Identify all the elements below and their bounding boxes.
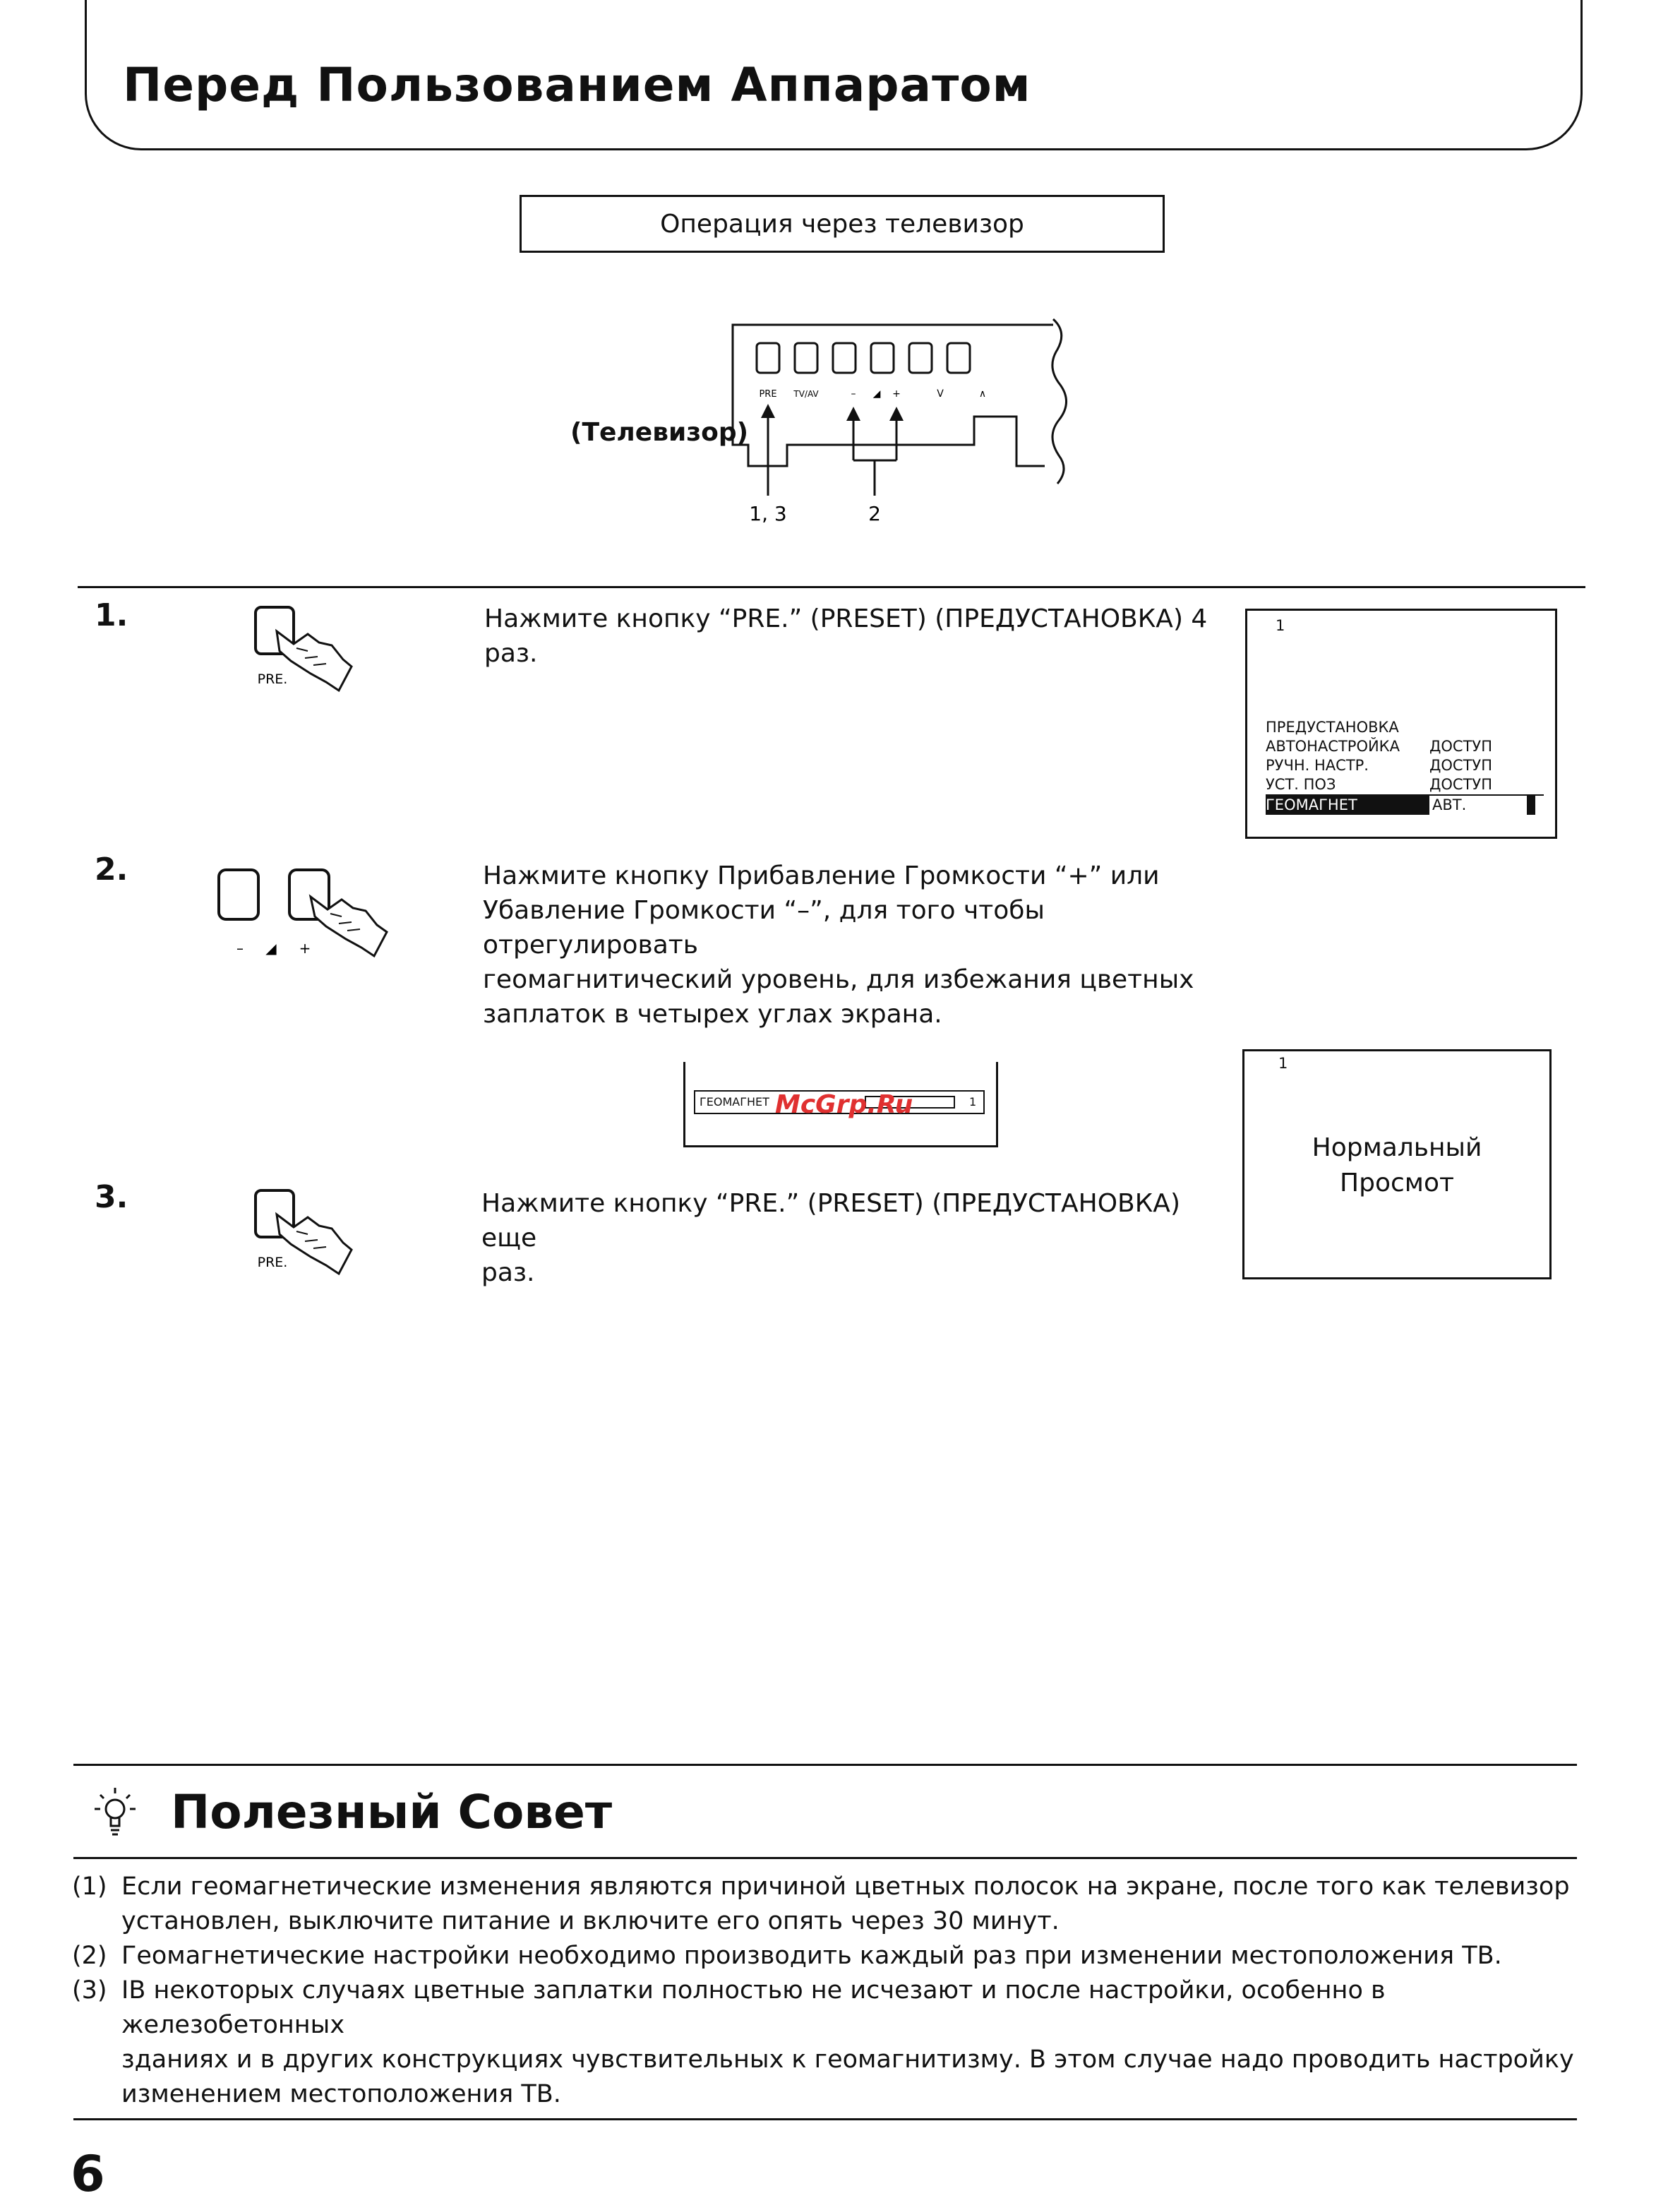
osd-row <box>1266 737 1544 756</box>
tip-title: Полезный Совет <box>171 1785 613 1839</box>
osd-row-label: АВТОНАСТРОЙКА <box>1266 738 1400 755</box>
osd-channel-number: 1 <box>1276 617 1285 634</box>
osd-row-label: ПРЕДУСТАНОВКА <box>1266 719 1399 736</box>
osd-row-value: ДОСТУП <box>1429 757 1493 774</box>
step-2-line: геомагнитический уровень, для избежания цветных <box>483 965 1194 994</box>
osd-normal-view-screen <box>1242 1049 1552 1279</box>
watermark: McGrp.Ru <box>775 1090 913 1119</box>
tip-list <box>72 1870 1576 2112</box>
callout-1-3: 1, 3 <box>749 502 787 525</box>
tip-item-line: зданиях и в других конструкциях чувствительных к геомагнитизму. В этом случае надо проводить настройку <box>121 2045 1574 2074</box>
panel-button-pre <box>757 343 779 373</box>
osd-row-label: РУЧН. НАСТР. <box>1266 757 1369 774</box>
panel-button-ch-up <box>947 343 970 373</box>
page-number: 6 <box>71 2145 105 2203</box>
callout-2: 2 <box>868 502 881 525</box>
tip-item <box>72 1939 1576 1973</box>
step-2-text <box>483 859 1259 1032</box>
step-1-number: 1. <box>95 597 128 633</box>
page-title: Перед Пользованием Аппаратом <box>123 58 1031 112</box>
volume-buttons-press-icon <box>212 857 402 963</box>
tv-control-panel-diagram <box>720 311 1073 537</box>
osd-row-value: ДОСТУП <box>1429 738 1493 755</box>
panel-label-v: V <box>937 388 944 400</box>
osd-preset-menu-screen <box>1245 609 1557 839</box>
pre-icon-label: PRE. <box>257 671 288 687</box>
step-3-text <box>481 1186 1230 1290</box>
icon-label-minus: – <box>236 940 244 957</box>
panel-label-minus: – <box>851 388 856 400</box>
step-2-number: 2. <box>95 852 128 888</box>
tip-item-line: Если геомагнетические изменения являются причиной цветных полосок на экране, после того как телевизор <box>121 1872 1570 1901</box>
geomag-label: ГЕОМАГНЕТ <box>700 1095 769 1109</box>
panel-label-up: ∧ <box>978 388 987 400</box>
arrow-2a-head <box>846 407 860 421</box>
pre-button-press-icon <box>240 1183 367 1282</box>
osd-normal-view-text <box>1244 1130 1549 1201</box>
step-3-line: Нажмите кнопку “PRE.” (PRESET) (ПРЕДУСТАНОВКА) еще <box>481 1189 1180 1253</box>
panel-break-line <box>1052 319 1067 484</box>
tip-item-line: Геомагнетические настройки необходимо производить каждый раз при изменении местоположения ТВ. <box>121 1942 1502 1970</box>
operation-mode-box <box>520 195 1165 253</box>
panel-label-volume: ◢ <box>872 388 881 400</box>
panel-button-vol-plus <box>871 343 894 373</box>
osd-row-selected <box>1266 796 1535 815</box>
osd-row <box>1266 718 1544 737</box>
tip-top-rule <box>73 1764 1577 1766</box>
step-2-line: Нажмите кнопку Прибавление Громкости “+” или <box>483 861 1160 890</box>
tip-item-line: IВ некоторых случаях цветные заплатки полностью не исчезают и после настройки, особенно в железобетонных <box>121 1976 1386 2039</box>
icon-label-volume: ◢ <box>265 940 277 957</box>
osd-normal-view-line: Нормальный <box>1312 1133 1482 1162</box>
tip-item-number: (1) <box>72 1872 107 1901</box>
steps-top-rule <box>78 586 1585 588</box>
footer-rule <box>73 2118 1577 2120</box>
panel-label-tvav: TV/AV <box>793 389 819 399</box>
step-2-line: Убавление Громкости “–”, для того чтобы отрегулировать <box>483 896 1045 960</box>
arrow-1-head <box>761 404 775 418</box>
osd-row <box>1266 756 1544 775</box>
osd-row-value: АВТ. <box>1429 796 1527 815</box>
osd-row-label: УСТ. ПОЗ <box>1266 776 1336 793</box>
osd-row-value: ДОСТУП <box>1429 776 1493 793</box>
panel-button-ch-down <box>909 343 932 373</box>
step-3-number: 3. <box>95 1179 128 1215</box>
osd-channel-number: 1 <box>1278 1055 1288 1072</box>
pre-button-press-icon <box>240 600 367 699</box>
osd-menu-list <box>1266 718 1544 815</box>
arrow-2-join <box>853 460 896 496</box>
panel-button-vol-minus <box>833 343 856 373</box>
osd-normal-view-line: Просмот <box>1340 1169 1454 1197</box>
geomag-value: 1 <box>969 1095 977 1109</box>
tip-title-rule <box>73 1857 1577 1859</box>
lightbulb-icon <box>90 1786 140 1843</box>
tv-label: (Телевизор) <box>570 418 749 447</box>
tip-item-number: (2) <box>72 1942 107 1970</box>
tip-item-number: (3) <box>72 1976 107 2005</box>
tip-item-line: установлен, выключите питание и включите его опять через 30 минут. <box>121 1907 1060 1935</box>
icon-label-plus: + <box>299 940 311 957</box>
osd-row-label: ГЕОМАГНЕТ <box>1266 796 1357 813</box>
step-2-line: заплаток в четырех углах экрана. <box>483 1000 942 1029</box>
panel-label-plus: + <box>892 388 901 400</box>
arrow-2b-head <box>889 407 904 421</box>
panel-button-tvav <box>795 343 817 373</box>
tip-item <box>72 1973 1576 2112</box>
pre-icon-label: PRE. <box>257 1255 288 1270</box>
osd-row <box>1266 775 1544 796</box>
operation-mode-label: Операция через телевизор <box>660 209 1024 239</box>
tip-item <box>72 1870 1576 1939</box>
tip-item-line: изменением местоположения ТВ. <box>121 2080 561 2108</box>
step-1-text: Нажмите кнопку “PRE.” (PRESET) (ПРЕДУСТАНОВКА) 4 раз. <box>484 604 1208 668</box>
step-3-line: раз. <box>481 1258 535 1287</box>
panel-label-pre: PRE <box>759 389 777 400</box>
